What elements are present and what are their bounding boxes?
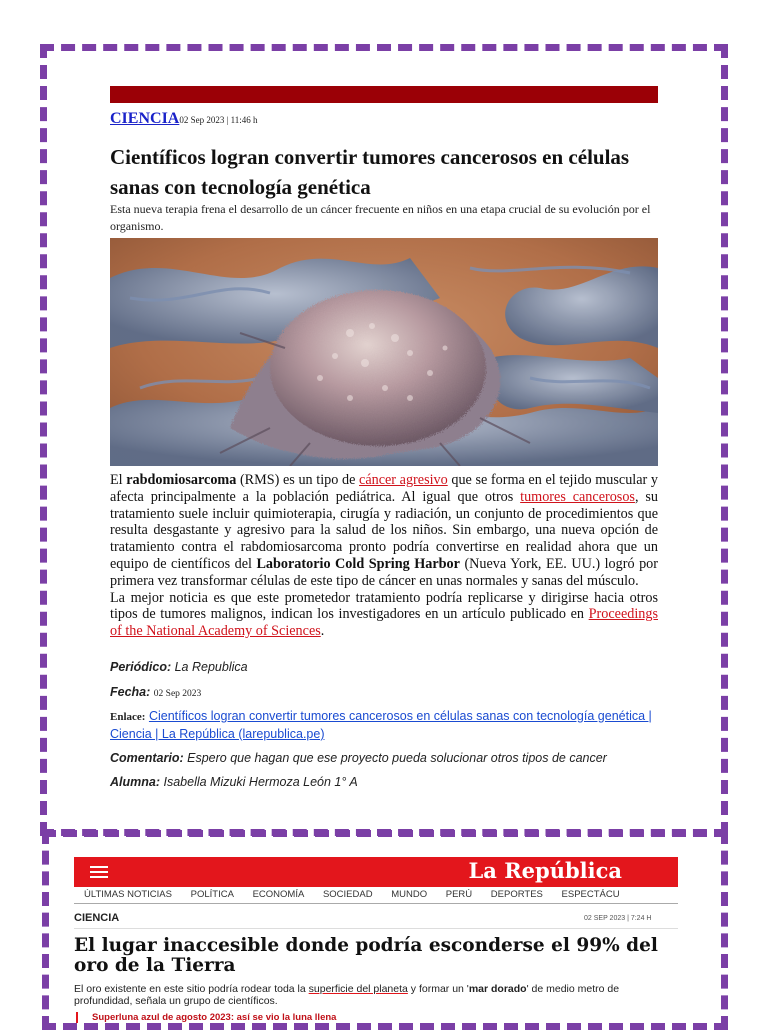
enlace-link[interactable]: Científicos logran convertir tumores cancerosos en células sanas con tecnología genética | Ciencia | La República (larepublica.pe) — [110, 709, 652, 741]
cancer-cell-image — [110, 238, 658, 466]
article-subtitle: Esta nueva terapia frena el desarrollo de un cáncer frecuente en niños en una etapa crucial de su evolución por el organismo. — [110, 202, 651, 233]
p2-text-2: . — [320, 623, 325, 640]
periodico-row — [110, 660, 670, 674]
comentario-label: Comentario: — [110, 751, 184, 765]
link-pnas[interactable]: Proceedings of the National Academy of Sciences — [110, 606, 658, 640]
nav-item[interactable]: SOCIEDAD — [322, 889, 373, 900]
related-article-link[interactable]: Superluna azul de agosto 2023: así se vio la luna llena — [76, 1012, 336, 1023]
fecha-label: Fecha: — [110, 685, 151, 699]
paragraph-1 — [110, 472, 658, 590]
periodico-value: La Republica — [174, 660, 248, 674]
sub-text-2: y formar un ' — [407, 983, 469, 995]
enlace-label: Enlace: — [110, 711, 146, 723]
paragraph-2 — [110, 590, 658, 640]
republica-datetime: 02 SEP 2023 | 7:24 H — [584, 915, 652, 922]
divider — [74, 928, 678, 929]
periodico-label: Periódico: — [110, 660, 172, 674]
nav-item[interactable]: ECONOMÍA — [252, 889, 305, 900]
nav-item[interactable]: PERÚ — [445, 889, 473, 900]
article-body — [110, 472, 658, 640]
nav-item[interactable]: POLÍTICA — [190, 889, 234, 900]
republica-nav — [84, 889, 678, 900]
sub-bold: mar dorado — [468, 983, 527, 995]
p1-bold-rms: rabdomiosarcoma — [126, 472, 237, 488]
nav-item[interactable]: DEPORTES — [490, 889, 543, 900]
p1-bold-lab: Laboratorio Cold Spring Harbor — [256, 555, 460, 572]
comentario-row — [110, 751, 670, 765]
alumna-value: Isabella Mizuki Hermoza León 1° A — [163, 775, 358, 789]
republica-headline: El lugar inaccesible donde podría esconderse el 99% del oro de la Tierra — [74, 935, 658, 976]
link-tumores-cancerosos[interactable]: tumores cancerosos — [520, 488, 635, 505]
p2-text-1: La mejor noticia es que este prometedor tratamiento podría replicarse y dirigirse hacia otros tipos de tumores malignos, indican los investigadores en un artículo publicado en — [110, 589, 658, 623]
section-link[interactable]: CIENCIA — [110, 110, 180, 127]
p1-text-5: (Nueva York, EE. UU.) logró por primera vez transformar células de este tipo de cáncer en unas normales y sanas del músculo. — [110, 555, 658, 589]
nav-item[interactable]: ESPECTÁCU — [561, 889, 620, 900]
article-meta — [110, 110, 258, 128]
republica-header — [74, 857, 678, 887]
alumna-label: Alumna: — [110, 775, 160, 789]
republica-logo[interactable]: La República — [468, 858, 622, 883]
link-cancer-agresivo[interactable]: cáncer agresivo — [359, 472, 448, 488]
enlace-row — [110, 708, 670, 743]
republica-subtitle — [74, 983, 678, 1007]
header-bar — [110, 86, 658, 103]
republica-section[interactable]: CIENCIA — [74, 912, 120, 924]
p1-text-2: (RMS) es un tipo de — [236, 472, 360, 488]
p1-text-1: El — [110, 472, 127, 488]
article-datetime: 02 Sep 2023 | 11:46 h — [179, 115, 258, 125]
comentario-value: Espero que hagan que ese proyecto pueda solucionar otros tipos de cancer — [187, 751, 607, 765]
link-superficie[interactable]: superficie del planeta — [308, 983, 408, 995]
sub-text-1: El oro existente en este sitio podría rodear toda la — [74, 983, 309, 995]
nav-item[interactable]: MUNDO — [391, 889, 428, 900]
p1-text-4: , su tratamiento suele incluir quimioterapia, cirugía y radiación, un conjunto de procedimientos que resulta desgastante y agresivo para la salud de los niños. Sin embargo, una nueva opción de tratamiento contra el rabdomiosarcoma pronto podría convertirse en realidad ahora que un equipo de científicos del — [110, 488, 658, 572]
p1-text-3: que se forma en el tejido muscular y afecta principalmente a la población pediátrica. Al igual que otros — [110, 472, 658, 505]
fecha-value: 02 Sep 2023 — [153, 689, 202, 699]
alumna-row — [110, 775, 670, 789]
article-headline: Científicos logran convertir tumores cancerosos en células sanas con tecnología genética — [110, 145, 630, 199]
hamburger-menu-icon[interactable] — [90, 866, 108, 878]
nav-item[interactable]: ÚLTIMAS NOTICIAS — [84, 889, 172, 900]
divider — [74, 903, 678, 904]
sub-text-3: ' de medio metro de profundidad, señala un grupo de científicos. — [74, 983, 620, 1007]
fecha-row — [110, 685, 670, 699]
